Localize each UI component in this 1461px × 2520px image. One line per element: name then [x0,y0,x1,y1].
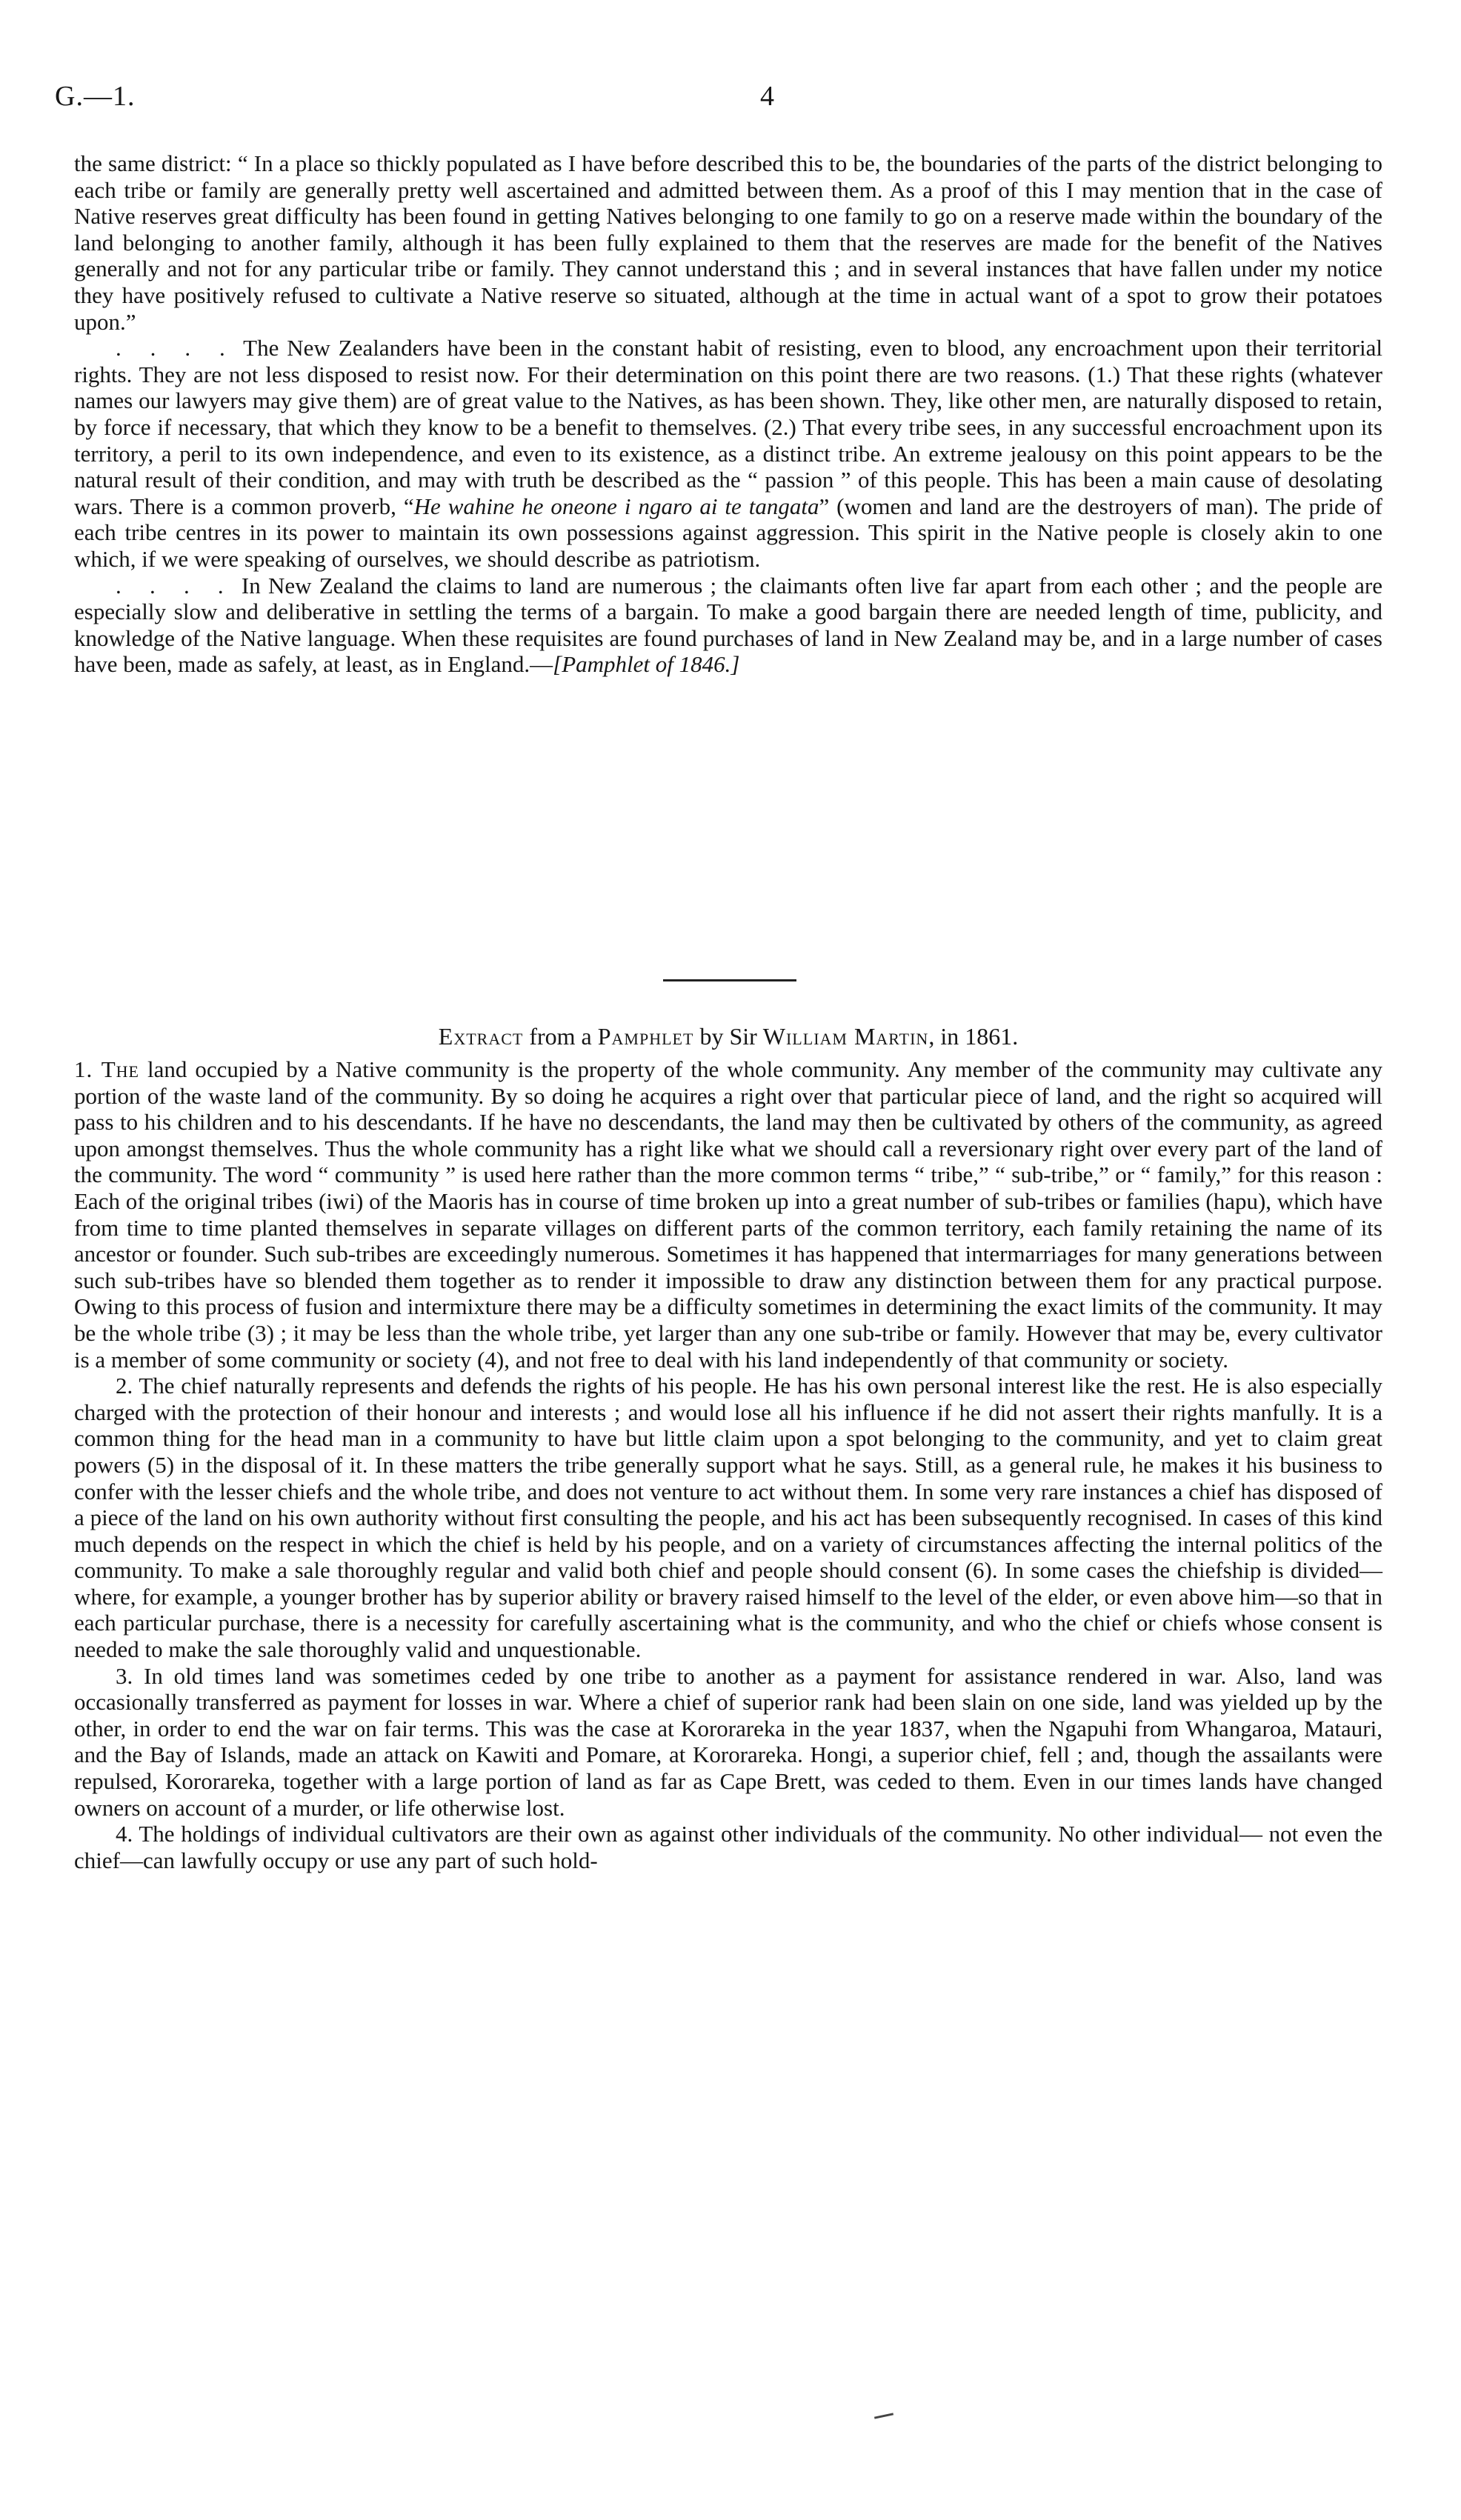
ellipsis-marker: . . . . [116,572,234,599]
quoted-text-section [74,150,1382,678]
ellipsis-marker: . . . . [116,335,236,361]
document-reference: G.—1. [55,81,136,112]
paragraph [74,573,1382,678]
paragraph: 2. The chief naturally represents and defends the rights of his people. He has his own personal interest like the rest. He is also especially charged with the protection of their honour and interests ; and would lose all his influence if he did not assert their rights manfully. It is a common thing for the head man in a community to have but little claim upon a spot belonging to the community, and yet to claim great powers (5) in the disposal of it. In these matters the tribe generally support what he says. Still, as a general rule, he makes it his business to confer with the lesser chiefs and the whole tribe, and does not venture to act without them. In some very rare instances a chief has disposed of a piece of the land on his own authority without first consulting the people, and his act has been subsequently recognised. In cases of this kind much depends on the respect in which the chief is held by his people, and on a variety of circumstances affecting the internal politics of the community. To make a sale thoroughly regular and valid both chief and people should consent (6). In some cases the chiefship is divided—where, for example, a younger brother has by superior ability or bravery raised himself to the level of the elder, or even above him—so that in each particular purchase, there is a necessity for carefully ascertaining what is the community, and who the chief or chiefs whose consent is needed to make the sale thoroughly valid and unquestionable. [74,1373,1382,1663]
paragraph-lead: 1. The [74,1056,139,1082]
extract-heading [74,1022,1382,1050]
paragraph [74,1056,1382,1373]
paragraph [74,335,1382,572]
source-citation: [Pamphlet of 1846.] [553,651,740,678]
paragraph-text: The New Zealanders have been in the constant habit of resisting, even to blood, any encroachment upon their territorial rights. They are not less disposed to resist now. For their determination on this point there are two reasons. (1.) That these rights (whatever names our lawyers may give them) are of great value to the Natives, as has been shown. They, like other men, are naturally disposed to retain, by force if necessary, that which they know to be a benefit to themselves. (2.) That every tribe sees, in any successful encroachment upon its territory, a peril to its own independence, and even to its existence, as a distinct tribe. An extreme jealousy on this point appears to be the natural result of their condition, and may with truth be described as the “ passion ” of this people. This has been a main cause of desolating wars. There is a common proverb, “ [74,335,1382,519]
paragraph-text: ” (women and land are the destroyers of man). The pride of each tribe centres in its power to maintain its own possessions against aggression. This spirit in the Native people is closely akin to one which, if we were speaking of ourselves, we should describe as patriotism. [74,493,1383,572]
section-divider [663,979,796,981]
author-name: William Martin [762,1023,929,1050]
heading-text: , in 1861. [928,1023,1019,1050]
paragraph: 3. In old times land was sometimes ceded by one tribe to another as a payment for assistance rendered in war. Also, land was occasionally transferred as payment for losses in war. Where a chief of superior rank had been slain on one side, land was yielded up by the other, in order to end the war on fair terms. This was the case at Kororareka in the year 1837, when the Ngapuhi from Whangaroa, Matauri, and the Bay of Islands, made an attack on Kawiti and Pomare, at Kororareka. Hongi, a superior chief, fell ; and, though the assailants were repulsed, Kororareka, together with a large portion of land as far as Cape Brett, was ceded to them. Even in our times lands have changed owners on account of a murder, or life otherwise lost. [74,1662,1382,1821]
heading-word: Extract [438,1023,524,1050]
paragraph-text: land occupied by a Native community is the property of the whole community. Any member of the community may cultivate any portion of the waste land of the community. By so doing he acquires a right over that particular piece of land, and the right so acquired will pass to his children and to his descendants. If he have no descendants, the land may then be cultivated by others of the community, as agreed upon amongst themselves. Thus the whole community has a right like what we should call a reversionary right over every part of the land of the community. The word “ community ” is used here rather than the more common terms “ tribe,” “ sub-tribe,” or “ family,” for this reason : Each of the original tribes (iwi) of the Maoris has in course of time broken up into a great number of sub-tribes or families (hapu), which have from time to time planted themselves in separate villages on different parts of the common territory, each family retaining the name of its ancestor or founder. Such sub-tribes are exceedingly numerous. Sometimes it has happened that intermarriages for many generations between such sub-tribes have so blended them together as to render it impossible to draw any distinction between them for any practical purpose. Owing to this process of fusion and intermixture there may be a difficulty sometimes in determining the exact limits of the community. It may be the whole tribe (3) ; it may be less than the whole tribe, yet larger than any one sub-tribe or family. However that may be, every cultivator is a member of some community or society (4), and not free to deal with his land independently of that community or society. [74,1056,1383,1373]
heading-text: by Sir [699,1023,757,1050]
heading-text: from a [529,1023,592,1050]
maori-proverb: He wahine he oneone i ngaro ai te tangata [413,493,819,519]
paragraph: the same district: “ In a place so thickly populated as I have before described this to be, the boundaries of the parts of the district belonging to each tribe or family are generally pretty well ascertained and admitted between them. As a proof of this I may mention that in the case of Native reserves great difficulty has been found in getting Natives belonging to one family to go on a reserve made within the boundary of the land belonging to another family, although it has been fully explained to them that the reserves are made for the benefit of the Natives generally and not for any particular tribe or family. They cannot understand this ; and in several instances that have fallen under my notice they have positively refused to cultivate a Native reserve so situated, although at the time in actual want of a spot to grow their potatoes upon.” [74,150,1382,335]
printer-mark [874,2413,893,2419]
heading-word: Pamphlet [597,1023,694,1050]
paragraph: 4. The holdings of individual cultivators are their own as against other individuals of the community. No other individual— not even the chief—can lawfully occupy or use any part of such hold- [74,1821,1382,1873]
extract-body [74,1056,1382,1873]
paragraph-text: In New Zealand the claims to land are numerous ; the claimants often live far apart from each other ; and the people are especially slow and deliberative in settling the terms of a bargain. To make a good bargain there are needed length of time, publicity, and knowledge of the Native language. When these requisites are found purchases of land in New Zealand may be, and in a large number of cases have been, made as safely, at least, as in England.— [74,572,1382,678]
page-number: 4 [760,81,774,112]
page-header [55,80,1388,116]
